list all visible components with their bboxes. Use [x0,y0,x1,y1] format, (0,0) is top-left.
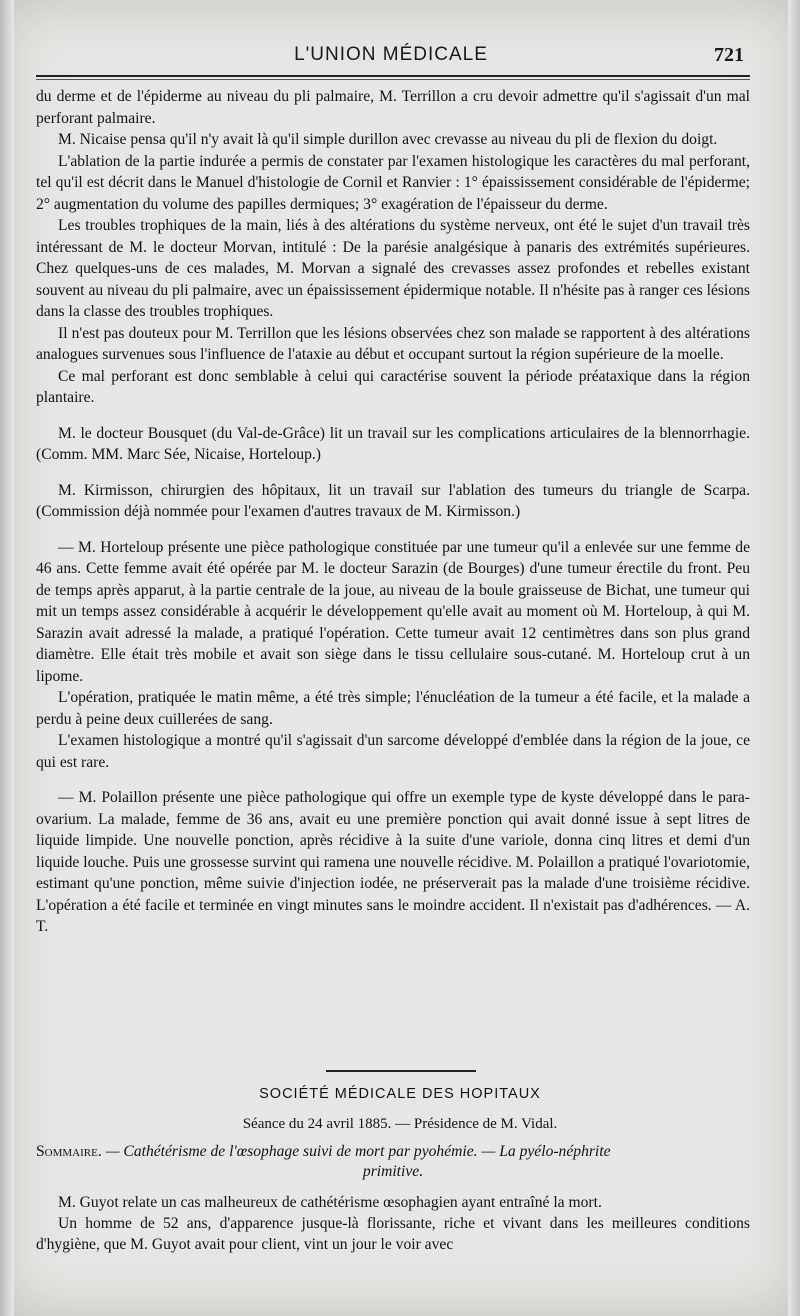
section-title: SOCIÉTÉ MÉDICALE DES HOPITAUX [259,1086,541,1102]
paragraph: M. Nicaise pensa qu'il n'y avait là qu'il simple durillon avec crevasse au niveau du pli de flexion du doigt. [58,131,718,148]
summary [36,1142,750,1182]
section-divider [326,1070,476,1072]
paragraph: L'ablation de la partie indurée a permis de constater par l'examen histologique les caractères du mal perforant, tel qu'il est décrit dans le Manuel d'histologie de Cornil et Ranvier : 1° épaississement considérable de l'épiderme; 2° augmentation du volume des papilles dermiques; 3° exagération de l'épaisseur du derme. [36,152,750,213]
session-line: Séance du 24 avril 1885. — Présidence de M. Vidal. [242,1116,558,1132]
summary-line [36,1142,750,1162]
paragraph: M. Guyot relate un cas malheureux de cathétérisme œsophagien ayant entraîné la mort. [58,1194,602,1211]
running-head [36,40,746,70]
paragraph: — M. Horteloup présente une pièce pathologique constituée par une tumeur qu'il a enlevée sur une femme de 46 ans. Cette femme avait été opérée par M. le docteur Sarazin (de Bourges) d'une tumeur érectile du front. Peu de temps après apparut, à la partie centrale de la joue, au niveau de la boule graisseuse de Bichat, une tumeur qui mit un temps assez considérable à acquérir le développement qu'elle avait au moment où M. Horteloup, à qui M. Sarazin avait adressé la malade, a pratiqué l'opération. Cette tumeur avait 12 centimètres dans son plus grand diamètre. Elle était très mobile et avait son siège dans le tissu cellulaire sous-cutané. M. Horteloup crut à un lipome. [36,538,750,685]
paragraph: Un homme de 52 ans, d'apparence jusque-là florissante, riche et vivant dans les meilleures conditions d'hygiène, que M. Guyot avait pour client, vint un jour le voir avec [36,1215,750,1253]
paragraph: Il n'est pas douteux pour M. Terrillon que les lésions observées chez son malade se rapportent à des altérations analogues survenues sous l'influence de l'ataxie au début et occupant surtout la région supérieure de la moelle. [36,324,750,363]
summary-text: — Cathétérisme de l'œsophage suivi de mort par pyohémie. — La pyélo-néphrite [105,1143,611,1160]
paragraph: Les troubles trophiques de la main, liés à des altérations du système nerveux, ont été le sujet d'un travail très intéressant de M. le docteur Morvan, intitulé : De la parésie analgésique à panaris des extrémités supérieures. Chez quelques-uns de ces malades, M. Morvan a signalé des crevasses assez profondes et rebelles existant souvent au niveau du pli palmaire, avec un épaississement épidermique notable. Il n'hésite pas à ranger ces lésions dans la classe des troubles trophiques. [36,217,750,320]
page-number: 721 [714,44,744,66]
paragraph: — M. Polaillon présente une pièce pathologique qui offre un exemple type de kyste développé dans le para-ovarium. La malade, femme de 36 ans, avait eu une première ponction qui avait donné issue à sept litres de liquide limpide. Une nouvelle ponction, après récidive à la suite d'une variole, donna cinq litres et demi d'un liquide louche. Puis une grossesse survint qui ramena une nouvelle récidive. M. Polaillon a pratiqué l'ovariotomie, estimant qu'une ponction, même suivie d'injection iodée, ne préserverait pas la malade d'une troisième récidive. L'opération a été facile et terminée en vingt minutes sans le moindre accident. Il n'existait pas d'adhérences. — A. T. [36,789,750,935]
paragraph: Ce mal perforant est donc semblable à celui qui caractérise souvent la période préataxique dans la région plantaire. [36,367,750,406]
summary-continuation: primitive. [362,1163,424,1180]
article-body [36,86,750,938]
section-body [36,1192,750,1255]
paragraph: M. Kirmisson, chirurgien des hôpitaux, lit un travail sur l'ablation des tumeurs du triangle de Scarpa. (Commission déjà nommée pour l'examen d'autres travaux de M. Kirmisson.) [36,481,750,520]
paragraph: du derme et de l'épiderme au niveau du pli palmaire, M. Terrillon a cru devoir admettre qu'il s'agissait d'un mal perforant palmaire. [36,88,750,127]
paragraph: M. le docteur Bousquet (du Val-de-Grâce) lit un travail sur les complications articulaires de la blennorrhagie. (Comm. MM. Marc Sée, Nicaise, Horteloup.) [36,424,750,463]
running-title: L'UNION MÉDICALE [294,44,488,65]
header-rule [36,75,750,77]
paragraph: L'examen histologique a montré qu'il s'agissait d'un sarcome développé d'emblée dans la région de la joue, ce qui est rare. [36,732,750,771]
header-rule-thin [36,79,750,80]
summary-label: Sommaire. [36,1143,102,1160]
paragraph: L'opération, pratiquée le matin même, a été très simple; l'énucléation de la tumeur a été facile, et la malade a perdu à peine deux cuillerées de sang. [36,689,750,728]
